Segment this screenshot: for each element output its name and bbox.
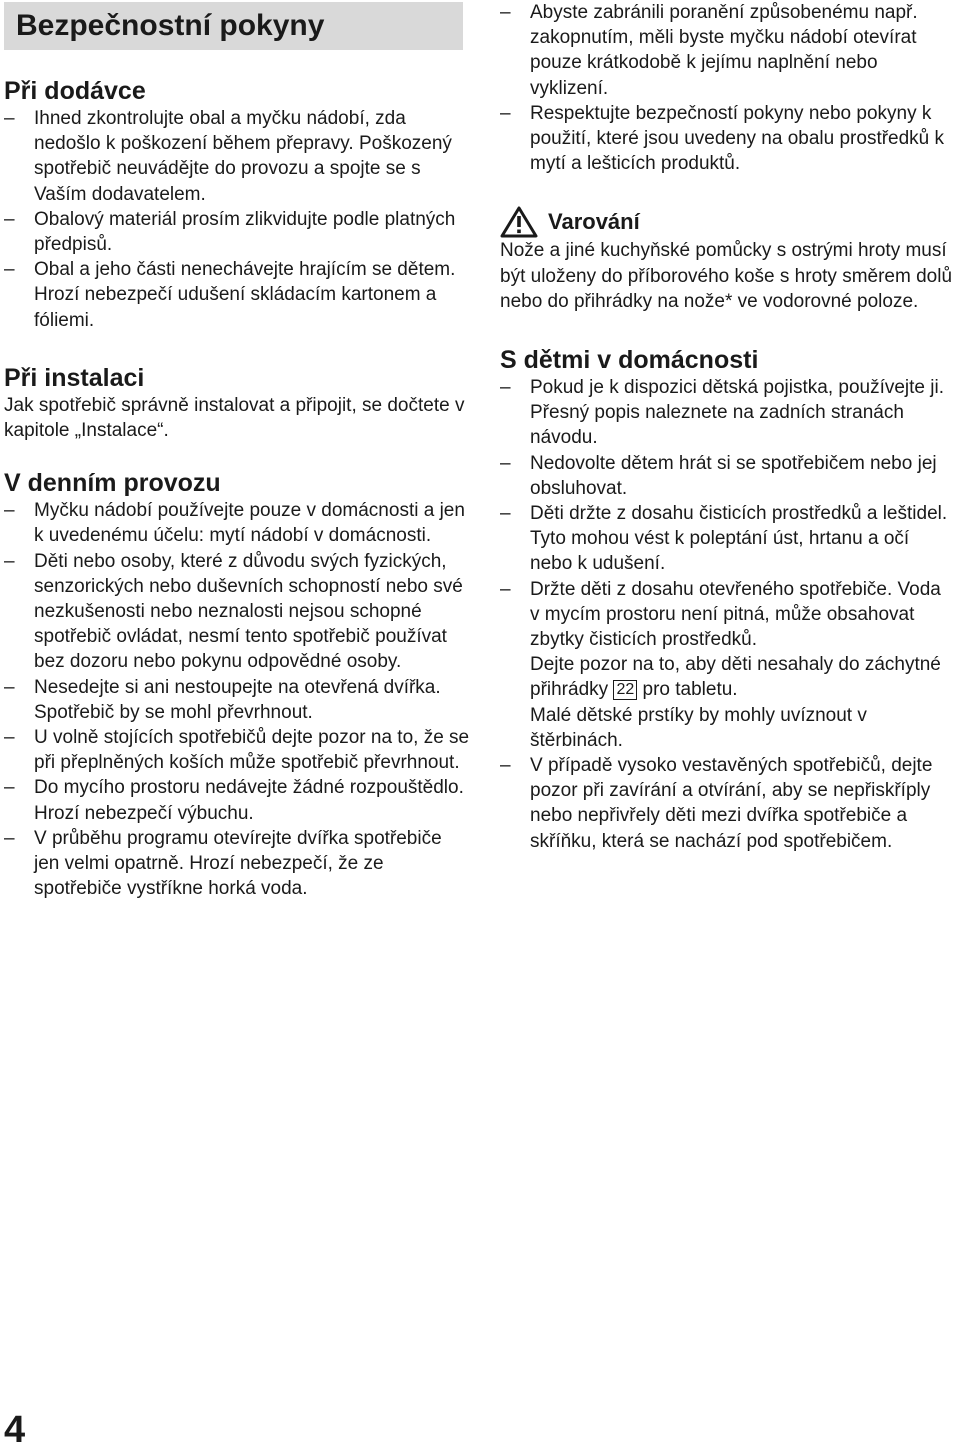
warning-heading (500, 206, 952, 238)
section-heading-install: Při instalaci (4, 363, 145, 392)
right-column (500, 0, 952, 854)
page-number: 4 (4, 1409, 26, 1451)
reference-number-box: 22 (613, 680, 637, 700)
children-list (500, 375, 952, 854)
children-item4-line2-before: Dejte pozor na to, aby děti nesahaly do záchytné přihrádky (530, 654, 941, 701)
list-item: – U volně stojících spotřebičů dejte pozor na to, že se při přeplněných koších může spotřebič převrhnout. (4, 725, 470, 775)
list-item: – Abyste zabránili poranění způsobenému např. zakopnutím, měli byste myčku nádobí otevírat pouze krátkodobě k jejímu naplnění nebo vyklizení. (500, 0, 952, 101)
page-title: Bezpečnostní pokyny (4, 2, 463, 50)
list-item: – Myčku nádobí používejte pouze v domácnosti a jen k uvedenému účelu: mytí nádobí v domácnosti. (4, 498, 470, 548)
warning-title: Varování (548, 209, 640, 235)
daily-list (4, 498, 470, 901)
list-item: – Respektujte bezpečností pokyny nebo pokyny k použití, které jsou uvedeny na obalu prostředků k mytí a lešticích produktů. (500, 101, 952, 177)
list-item: – Děti držte z dosahu čisticích prostředků a leštidel. Tyto mohou vést k poleptání úst, hrtanu a očí nebo k udušení. (500, 501, 952, 577)
section-heading-daily: V denním provozu (4, 469, 221, 498)
install-text: Jak spotřebič správně instalovat a připojit, se dočtete v kapitole „Instalace“. (4, 394, 465, 442)
list-item: – Ihned zkontrolujte obal a myčku nádobí, zda nedošlo k poškození během přepravy. Poškozený spotřebič neuvádějte do provozu a spojte se s Vaším dodavatelem. (4, 106, 470, 207)
children-item4-line2-after: pro tabletu. (642, 679, 738, 701)
children-item4-line1: Držte děti z dosahu otevřeného spotřebiče. Voda v mycím prostoru není pitná, může obsahovat zbytky čisticích prostředků. (530, 578, 941, 651)
list-item: – Nesedejte si ani nestoupejte na otevřená dvířka. Spotřebič by se mohl převrhnout. (4, 675, 470, 725)
delivery-list (4, 106, 470, 333)
list-item: – Nedovolte dětem hrát si se spotřebičem nebo jej obsluhovat. (500, 451, 952, 501)
warning-text: Nože a jiné kuchyňské pomůcky s ostrými hroty musí být uloženy do příborového koše s hroty směrem dolů nebo do přihrádky na nože* ve vodorovné poloze. (500, 240, 953, 312)
list-item: – Do mycího prostoru nedávejte žádné rozpouštědlo. Hrozí nebezpečí výbuchu. (4, 775, 470, 825)
list-item: – Pokud je k dispozici dětská pojistka, používejte ji. Přesný popis naleznete na zadních stranách návodu. (500, 375, 952, 451)
list-item: – Obalový materiál prosím zlikvidujte podle platných předpisů. (4, 207, 470, 257)
list-item (500, 577, 952, 753)
daily-list-continued (500, 0, 952, 176)
list-item: – V případě vysoko vestavěných spotřebičů, dejte pozor při zavírání a otvírání, aby se nepřiskříply nebo nepřivřely děti mezi dvířka spotřebiče a skříňku, která se nachází pod spotřebičem. (500, 753, 952, 854)
list-item: – Děti nebo osoby, které z důvodu svých fyzických, senzorických nebo duševních schopností nebo své nezkušenosti nebo neznalosti nejsou schopné spotřebič ovládat, nesmí tento spotřebič používat bez dozoru nebo pokynu odpovědné osoby. (4, 549, 470, 675)
warning-triangle-icon (500, 206, 538, 238)
children-item4-line3: Malé dětské prstíky by mohly uvíznout v štěrbinách. (530, 704, 867, 751)
section-heading-delivery: Při dodávce (4, 77, 146, 105)
section-heading-children: S dětmi v domácnosti (500, 346, 759, 375)
list-item: – V průběhu programu otevírejte dvířka spotřebiče jen velmi opatrně. Hrozí nebezpečí, že ze spotřebiče vystříkne horká voda. (4, 826, 470, 902)
left-column (4, 0, 470, 901)
list-item: – Obal a jeho části nenechávejte hrajícím se dětem. Hrozí nebezpečí udušení skládacím kartonem a fóliemi. (4, 257, 470, 333)
